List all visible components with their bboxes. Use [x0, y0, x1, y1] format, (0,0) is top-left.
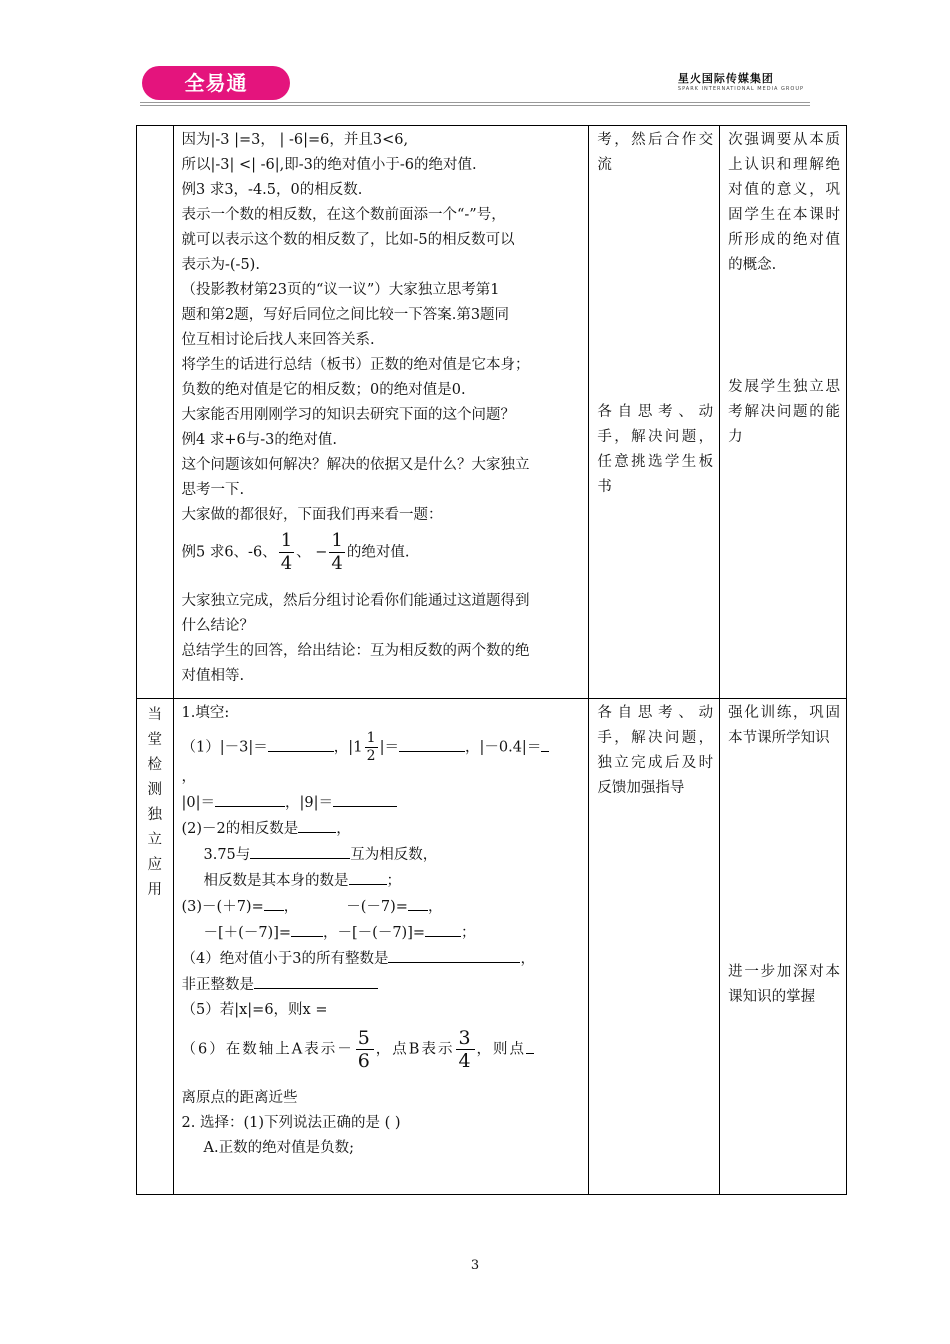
q1-4-line: （4）绝对值小于3的所有整数是 ，: [182, 946, 583, 972]
header-rule: [140, 102, 810, 103]
content-line: 位互相讨论后找人来回答关系.: [181, 332, 375, 348]
page-number: 3: [470, 1258, 480, 1273]
example5-line: 例5 求6、-6、 $\frac{1}{4}$ 、 − $\frac{1}{4}$ 的绝对值.: [181, 530, 410, 574]
fraction-neg-one-quarter: $\frac{1}{4}$: [331, 530, 343, 574]
fraction-three-quarters: $\frac{3}{4}$: [458, 1027, 473, 1072]
q2-option-a: A.正数的绝对值是负数;: [203, 1140, 354, 1156]
content-line: 例4 求+6与-3的绝对值.: [181, 432, 337, 448]
student-activity-cell: [589, 126, 720, 699]
content-conclusion: [182, 589, 583, 689]
student-activity-b: 各自思考、动手，解决问题，任意挑选学生板书: [597, 404, 714, 495]
q1-5-line: （5）若|x|=6，则x =: [181, 1002, 328, 1018]
content-line: 大家做的都很好，下面我们再来看一题：: [181, 507, 443, 523]
stage-label-char: 测: [147, 782, 162, 798]
content-line: 大家能否用刚刚学习的知识去研究下面的这个问题？: [181, 407, 515, 423]
content-line: 例3 求3，-4.5，0的相反数.: [181, 182, 363, 198]
teaching-content-cell: [173, 126, 589, 699]
publisher-name: 星火国际传媒集团: [677, 72, 774, 85]
content-lines: [182, 128, 583, 528]
design-intent-c: 强化训练，巩固本节课所学知识: [728, 705, 840, 746]
content-line: 所以|-3| <| -6|,即-3的绝对值小于-6的绝对值.: [181, 157, 477, 173]
student-activity-cell: [589, 699, 720, 1195]
exercise-content-cell: [173, 699, 589, 1195]
page-header: [130, 62, 820, 104]
design-intent-cell: [720, 126, 847, 699]
content-line: 大家独立完成，然后分组讨论看你们能通过这道题得到: [181, 593, 530, 609]
content-line: 就可以表示这个数的相反数了，比如-5的相反数可以: [181, 232, 515, 248]
header-rule-2: [140, 105, 810, 106]
publisher-mark: [678, 70, 804, 92]
content-line: 总结学生的回答，给出结论：互为相反数的两个数的绝: [181, 643, 530, 659]
content-line: 因为|-3 |=3， | -6|=6，并且3<6,: [181, 132, 409, 148]
stage-label-cell: [137, 699, 174, 1195]
stage-label-char: 堂: [147, 732, 162, 748]
q1-1-line: （1）|－3|＝ ，|1 $\frac{1}{2}$ |＝ ，|－0.4|＝: [182, 730, 583, 765]
q1-3-line: (3)－(＋7)= ， －(－7)= ，: [182, 894, 583, 920]
q1-title: 1.填空:: [181, 705, 230, 721]
student-activity-a: 考，然后合作交流: [597, 132, 714, 173]
student-activity-c: 各自思考、动手，解决问题，独立完成后及时反馈加强指导: [597, 705, 714, 796]
content-line: 什么结论？: [181, 618, 254, 634]
stage-label: [141, 703, 169, 903]
content-line: 这个问题该如何解决？解决的依据又是什么？大家独立: [181, 457, 530, 473]
content-line: 对值相等.: [181, 668, 245, 684]
q1-6-line: （6）在数轴上A表示－ $\frac{5}{6}$ ，点B表示 $\frac{3}{4}$ ，则点: [182, 1027, 583, 1072]
q1-2-line-3: 相反数是其本身的数是 ；: [182, 868, 583, 894]
q1-6-line-2: 离原点的距离近些: [181, 1090, 298, 1106]
content-line: 表示为-(-5).: [181, 257, 260, 273]
q1-3-line-2: －[＋(－7)]= ，－[－(－7)]= ；: [182, 920, 583, 946]
fraction-five-sixths: $\frac{5}{6}$: [357, 1027, 372, 1072]
stage-label-char: 立: [147, 832, 162, 848]
content-line: 思考一下.: [181, 482, 245, 498]
table-row: [137, 699, 847, 1195]
design-intent-d: 进一步加深对本课知识的掌握: [728, 964, 840, 1005]
content-line: 将学生的话进行总结（板书）正数的绝对值是它本身；: [181, 357, 530, 373]
fraction-one-quarter: $\frac{1}{4}$: [280, 530, 293, 574]
design-intent-b: 发展学生独立思考解决问题的能力: [728, 379, 840, 445]
q1-1-comma: ，: [181, 769, 196, 785]
design-intent-a: 次强调要从本质上认识和理解绝对值的意义，巩固学生在本课时所形成的绝对值的概念.: [728, 132, 840, 273]
stage-label-char: 检: [147, 757, 162, 773]
content-line: （投影教材第23页的“议一议”）大家独立思考第1: [181, 282, 500, 298]
content-line: 题和第2题，写好后同位之间比较一下答案.第3题同: [181, 307, 510, 323]
q2-title: 2. 选择：(1)下列说法正确的是 ( ): [181, 1115, 401, 1131]
stage-label-char: 独: [147, 807, 162, 823]
mixed-fraction: $\frac{1}{2}$: [366, 730, 376, 764]
q1-4-line-2: 非正整数是: [182, 972, 583, 998]
q1-2-line-2: 3.75与 互为相反数，: [182, 842, 583, 868]
stage-label-char: 应: [147, 857, 162, 873]
q1-1-line-2: |0|＝ ，|9|＝: [182, 790, 583, 816]
stage-label-char: 用: [147, 882, 162, 898]
content-line: 负数的绝对值是它的相反数；0的绝对值是0.: [181, 382, 466, 398]
content-line: 表示一个数的相反数，在这个数前面添一个“-”号，: [181, 207, 506, 223]
stage-label-char: 当: [147, 707, 162, 723]
design-intent-cell: [720, 699, 847, 1195]
lesson-table: [136, 125, 847, 1195]
brand-logo: 全易通: [142, 66, 290, 100]
stage-cell-empty: [137, 126, 174, 699]
publisher-name-en: SPARK INTERNATIONAL MEDIA GROUP: [677, 86, 804, 92]
q1-2-line: (2)－2的相反数是 ，: [182, 816, 583, 842]
table-row: [137, 126, 847, 699]
